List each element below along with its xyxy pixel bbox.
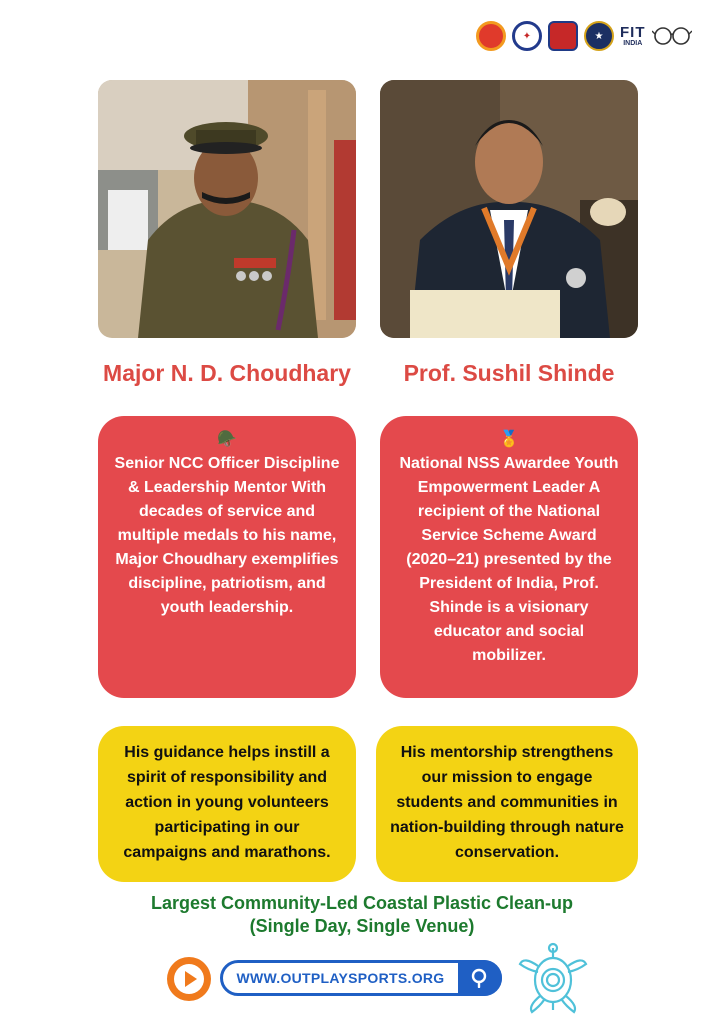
website-link-bar[interactable] xyxy=(220,960,502,996)
outplay-play-logo-icon xyxy=(166,956,212,1002)
impact-text: His mentorship strengthens our mission to engage students and communities in nation-building through nature conservation. xyxy=(390,744,624,861)
fit-india-word: FIT xyxy=(620,24,646,41)
logo-4-icon: ★ xyxy=(584,21,614,51)
name-major-choudhary: Major N. D. Choudhary xyxy=(103,360,351,386)
fit-india-sub: INDIA xyxy=(623,40,643,47)
search-icon xyxy=(470,968,490,988)
logo-3-icon xyxy=(548,21,578,51)
search-button[interactable] xyxy=(458,960,502,996)
sea-turtle-icon xyxy=(516,942,590,1016)
website-url[interactable]: WWW.OUTPLAYSPORTS.ORG xyxy=(236,970,445,986)
event-title-line-1: Largest Community-Led Coastal Plastic Clean-up xyxy=(150,893,574,913)
photo-prof-shinde xyxy=(380,80,638,338)
impact-text: His guidance helps instill a spirit of responsibility and action in young volunteers participating in our campaigns and marathons. xyxy=(123,744,331,861)
name-prof-shinde: Prof. Sushil Shinde xyxy=(403,360,615,386)
bio-text: Senior NCC Officer Discipline & Leadership Mentor With decades of service and multiple medals to his name, Major Choudhary exemplifies discipline, patriotism, and youth leadership. xyxy=(114,455,340,616)
medal-icon: 🏅 xyxy=(499,431,519,448)
event-title-line-2: (Single Day, Single Venue) xyxy=(249,916,475,936)
impact-card-major-choudhary xyxy=(98,726,356,882)
photo-major-choudhary xyxy=(98,80,356,338)
bio-card-prof-shinde xyxy=(380,416,638,698)
bio-text: National NSS Awardee Youth Empowerment Leader A recipient of the National Service Scheme Award (2020–21) presented by the President of India, Prof. Shinde is a visionary educator and social mobilizer. xyxy=(399,455,619,664)
impact-card-prof-shinde xyxy=(376,726,638,882)
logo-2-icon: ✦ xyxy=(512,21,542,51)
bio-card-major-choudhary xyxy=(98,416,356,698)
military-helmet-icon: 🪖 xyxy=(217,431,237,448)
fit-india-logo xyxy=(620,25,646,47)
partner-logos xyxy=(476,16,712,56)
logo-1-icon xyxy=(476,21,506,51)
event-title xyxy=(60,892,664,938)
spectacles-logo-icon xyxy=(652,24,692,48)
